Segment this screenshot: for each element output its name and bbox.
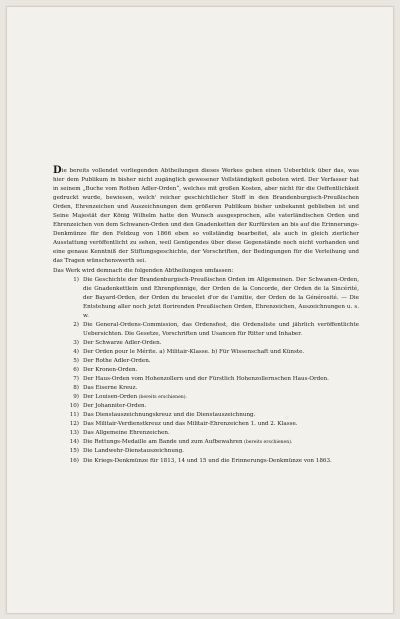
section-number: 11) xyxy=(69,412,79,419)
section-item xyxy=(53,438,359,447)
section-title: Das Eiserne Kreuz. xyxy=(83,385,138,392)
section-item xyxy=(53,411,359,420)
section-number: 3) xyxy=(73,339,79,346)
section-item xyxy=(53,457,359,466)
section-text xyxy=(83,447,359,456)
section-item xyxy=(53,429,359,438)
section-item xyxy=(53,366,359,375)
section-note: (bereits erschienen). xyxy=(137,395,187,401)
section-number: 5) xyxy=(73,357,79,364)
section-title: Das Dienstauszeichnungskreuz und die Dienstauszeichnung. xyxy=(83,412,256,419)
section-title: Die General-Ordens-Commission, das Ordensfest, die Ordensliste und jährlich veröffentlichte Uebersichten. Die Gesetze, Vorschriften und Usancen für Ritter und Inhaber. xyxy=(83,321,359,337)
section-number: 2) xyxy=(73,321,79,328)
section-item xyxy=(53,348,359,357)
section-number: 10) xyxy=(69,403,79,410)
section-title: Der Orden pour le Mérite. a) Militair-Klasse. b) Für Wissenschaft und Künste. xyxy=(83,348,305,355)
section-number: 6) xyxy=(73,367,79,374)
section-title: Der Kronen-Orden. xyxy=(83,367,138,374)
section-text xyxy=(83,357,359,366)
section-title: Die Rettungs-Medaille am Bande und zum Aufbewahren xyxy=(83,439,243,446)
section-number: 13) xyxy=(69,430,79,437)
section-title: Das Militair-Verdienstkreuz und das Militair-Ehrenzeichen 1. und 2. Klasse. xyxy=(83,421,298,428)
section-text xyxy=(83,339,359,348)
section-item xyxy=(53,276,359,321)
drop-cap: D xyxy=(53,165,62,176)
section-number: 8) xyxy=(73,385,79,392)
section-item xyxy=(53,420,359,429)
section-note: (bereits erschienen). xyxy=(242,440,293,446)
section-number: 16) xyxy=(69,457,79,464)
section-number: 12) xyxy=(69,421,79,428)
section-text xyxy=(83,457,359,466)
section-text xyxy=(83,375,359,384)
section-text xyxy=(83,321,359,339)
sections-list xyxy=(53,276,359,466)
section-item xyxy=(53,321,359,339)
section-text xyxy=(83,438,359,447)
section-title: Der Schwarze Adler-Orden. xyxy=(83,339,162,346)
section-title: Der Louisen-Orden xyxy=(83,394,138,401)
document-body xyxy=(53,167,359,466)
section-title: Der Johanniter-Orden. xyxy=(83,403,147,410)
section-number: 9) xyxy=(73,394,79,401)
section-text xyxy=(83,420,359,429)
section-item xyxy=(53,402,359,411)
section-text xyxy=(83,402,359,411)
section-item xyxy=(53,339,359,348)
section-text xyxy=(83,429,359,438)
section-text xyxy=(83,366,359,375)
intro-paragraph xyxy=(53,167,359,267)
document-page xyxy=(6,6,394,614)
section-text xyxy=(83,276,359,321)
section-title: Die Geschichte der Brandenburgisch-Preußischen Orden im Allgemeinen. Der Schwanen-Orden, die Gnadenkettlein und Ehrenpfennige, der Orden de la Concorde, der Orden de la Sincérité, der Bayard-Orden, der Orden du bracelet d'or de l'amitie, der Orden de la Générosité. — Die Entstehung aller noch jetzt florirenden Preußischen Orden, Ehrenzeichen, Auszeichnungen u. s. w. xyxy=(83,276,359,319)
section-text xyxy=(83,411,359,420)
section-title: Die Kriegs-Denkmünze für 1813, 14 und 15 und die Erinnerungs-Denkmünze von 1863. xyxy=(83,457,332,464)
section-title: Die Landwehr-Dienstauszeichnung. xyxy=(83,448,184,455)
sections-lead: Das Werk wird demnach die folgenden Abtheilungen umfassen: xyxy=(53,267,234,274)
section-number: 4) xyxy=(73,348,79,355)
section-number: 7) xyxy=(73,376,79,383)
section-number: 14) xyxy=(69,439,79,446)
section-item xyxy=(53,375,359,384)
section-item xyxy=(53,393,359,402)
section-text xyxy=(83,348,359,357)
section-item xyxy=(53,447,359,456)
section-title: Der Rothe Adler-Orden. xyxy=(83,357,151,364)
section-title: Der Haus-Orden vom Hohenzollern und der Fürstlich Hohenzollernschen Haus-Orden. xyxy=(83,376,329,383)
section-number: 15) xyxy=(69,448,79,455)
section-title: Das Allgemeine Ehrenzeichen. xyxy=(83,430,170,437)
section-item xyxy=(53,384,359,393)
section-text xyxy=(83,384,359,393)
section-text xyxy=(83,393,359,402)
section-number: 1) xyxy=(73,276,79,283)
intro-text: ie bereits vollendet vorliegenden Abtheilungen dieses Werkes geben einen Ueberblick über das, was hier dem Publikum in bisher nicht zugänglich gewesener Vollständigkeit geboten wird. Der Verfasser hat in seinem „Buche vom Rothen Adler-Orden“, welches mit großen Kosten, aber nicht für die Oeffentlichkeit gedruckt wurde, bewiesen, welch' reicher geschichtlicher Stoff in den Brandenburgisch-Preußischen Orden, Ehrenzeichen und Auszeichnungen dem größeren Publikum bisher unbekannt geblieben ist und Seine Majestät der König Wilhelm hatte den Wunsch ausgesprochen, alle vaterländischen Orden und Ehrenzeichen von dem Schwanen-Orden und den Gnadenketten der Kurfürsten an bis auf die Erinnerungs-Denkmünze für den Feldzug von 1866 eben so vollständig bearbeitet, als auch in gleich zierlicher Ausstattung veröffentlicht zu sehen, weil Genügendes über diese Gegenstände noch nicht vorhanden und eine genaue Kenntniß der Stiftungsgeschichte, der Vorschriften, der Bedingungen für die Verleihung und das Tragen wünschenswerth sei. xyxy=(53,168,359,265)
section-item xyxy=(53,357,359,366)
